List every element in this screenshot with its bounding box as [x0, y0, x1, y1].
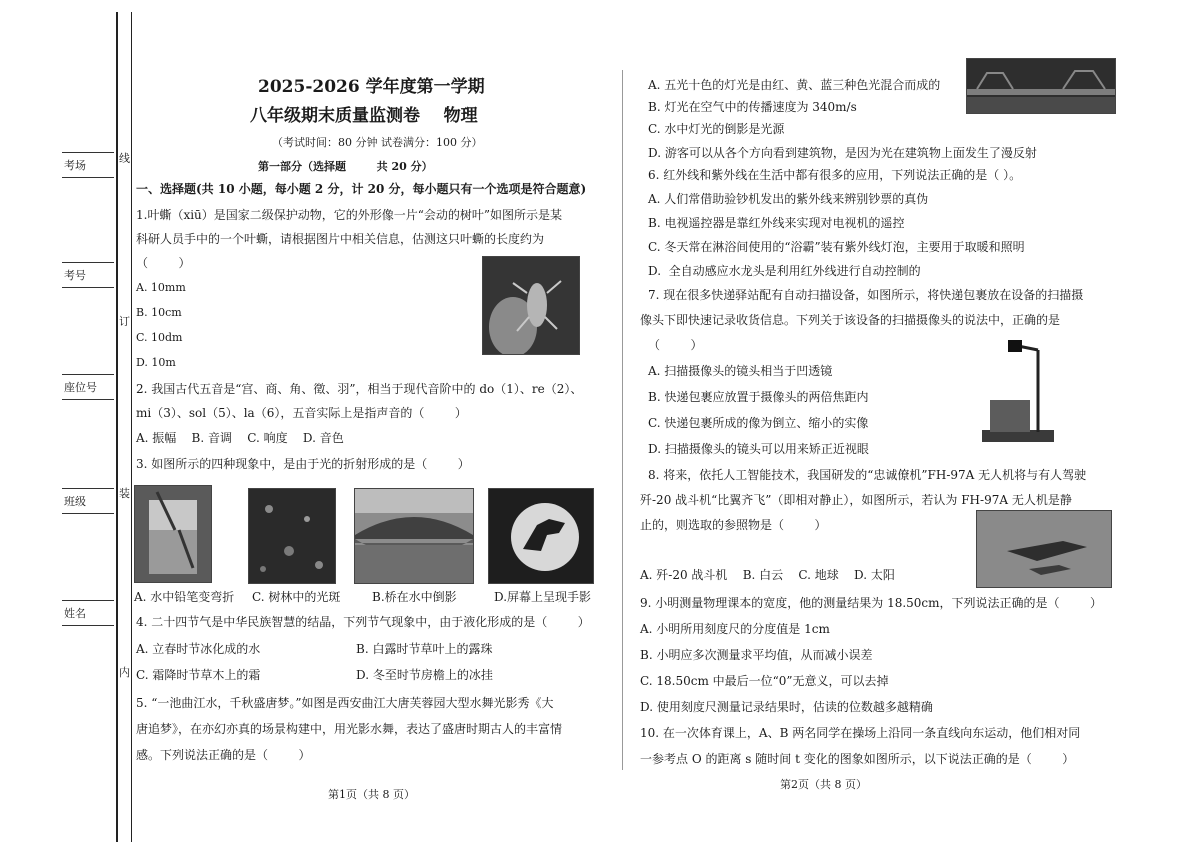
page-divider: [622, 70, 623, 770]
q6-option-d: D. 全自动感应水龙头是利用红外线进行自动控制的: [648, 264, 921, 278]
exam-number-label: 考号: [64, 269, 86, 282]
q10-line1: 10. 在一次体育课上，A、B 两名同学在操场上沿同一条直线向东运动，他们相对同: [640, 726, 1081, 740]
bridge-reflection-image: [354, 488, 474, 584]
q1-line1: 1.叶蟖（xiū）是国家二级保护动物，它的外形像一片“会动的树叶”如图所示是某: [136, 208, 563, 222]
q6-option-b: B. 电视遥控器是靠红外线来实现对电视机的遥控: [648, 216, 905, 230]
forest-light-spots-image: [248, 488, 336, 584]
scanner-device-image: [982, 338, 1054, 444]
exam-room-label: 考场: [64, 159, 86, 172]
leaf-insect-image: [482, 256, 580, 355]
q3-stem: 3. 如图所示的四种现象中，是由于光的折射形成的是（ ）: [136, 457, 470, 471]
section-heading: 一、选择题(共 10 小题，每小题 2 分，计 20 分，每小题只有一个选项是符合题意): [136, 182, 587, 196]
q7-option-b: B. 快递包裹应放置于摄像头的两倍焦距内: [648, 390, 869, 404]
q4-option-a: A. 立春时节冰化成的水: [136, 642, 261, 656]
q8-options: A. 歼-20 战斗机 B. 白云 C. 地球 D. 太阳: [640, 568, 895, 582]
q1-option-c: C. 10dm: [136, 331, 183, 344]
name-label: 姓名: [64, 607, 86, 620]
q4-option-b: B. 白露时节草叶上的露珠: [356, 642, 493, 656]
q8-line1: 8. 将来，依托人工智能技术，我国研发的“忠诚僚机”FH-97A 无人机将与有人驾驶: [648, 468, 1087, 482]
q4-stem: 4. 二十四节气是中华民族智慧的结晶，下列节气现象中，由于液化形成的是（ ）: [136, 615, 590, 629]
q4-option-c: C. 霜降时节草木上的霜: [136, 668, 261, 682]
binding-line-outer: [116, 12, 118, 842]
q7-option-c: C. 快递包裹所成的像为倒立、缩小的实像: [648, 416, 869, 430]
seat-number-label: 座位号: [64, 381, 97, 394]
q5-line3: 感。下列说法正确的是（ ）: [136, 748, 311, 762]
q7-option-d: D. 扫描摄像头的镜头可以用来矫正近视眼: [648, 442, 869, 456]
q7-line3: （ ）: [648, 338, 703, 352]
q6-stem: 6. 红外线和紫外线在生活中都有很多的应用，下列说法正确的是（ ）。: [648, 168, 1022, 182]
binding-mark-install: 装: [119, 487, 130, 500]
q9-option-a: A. 小明所用刻度尺的分度值是 1cm: [640, 622, 830, 636]
q9-option-d: D. 使用刻度尺测量记录结果时，估读的位数越多越精确: [640, 700, 933, 714]
q5-option-b: B. 灯光在空气中的传播速度为 340m/s: [648, 100, 857, 114]
q9-option-b: B. 小明应多次测量求平均值，从而减小误差: [640, 648, 873, 662]
page-footer-right: 第2页（共 8 页）: [780, 778, 867, 791]
binding-mark-order: 订: [119, 315, 130, 328]
pencil-in-water-image: [134, 485, 212, 583]
q7-option-a: A. 扫描摄像头的镜头相当于凹透镜: [648, 364, 833, 378]
q1-option-b: B. 10cm: [136, 306, 182, 319]
q3-caption-c: C. 树林中的光斑: [252, 590, 341, 604]
q9-option-c: C. 18.50cm 中最后一位“0”无意义，可以去掉: [640, 674, 889, 688]
q1-line2: 科研人员手中的一个叶蟖，请根据图片中相关信息，估测这只叶蟖的长度约为: [136, 232, 545, 246]
exam-title-year: 2025-2026 学年度第一学期: [258, 77, 485, 97]
binding-mark-inside: 内: [119, 666, 130, 679]
q5-line1: 5. “一池曲江水，千秋盛唐梦。”如图是西安曲江大唐芙蓉园大型水舞光影秀《大: [136, 696, 554, 710]
q2-line1: 2. 我国古代五音是“宫、商、角、徵、羽”，相当于现代音阶中的 do（1）、re（2）、: [136, 382, 583, 396]
part-heading: 第一部分（选择题 共 20 分）: [258, 160, 433, 173]
q3-caption-b: B.桥在水中倒影: [372, 590, 457, 604]
q7-line1: 7. 现在很多快递驿站配有自动扫描设备，如图所示，将快递包裹放在设备的扫描摄: [648, 288, 1084, 302]
q6-option-a: A. 人们常借助验钞机发出的紫外线来辨别钞票的真伪: [648, 192, 929, 206]
q3-caption-a: A. 水中铅笔变弯折: [134, 590, 235, 604]
q2-options: A. 振幅 B. 音调 C. 响度 D. 音色: [136, 431, 344, 445]
water-light-show-image: [966, 58, 1116, 114]
page-footer-left: 第1页（共 8 页）: [328, 788, 415, 801]
q4-option-d: D. 冬至时节房檐上的冰挂: [356, 668, 493, 682]
binding-line-inner: [131, 12, 132, 842]
exam-meta: （考试时间：80 分钟 试卷满分：100 分）: [272, 136, 483, 149]
q5-option-c: C. 水中灯光的倒影是光源: [648, 122, 785, 136]
q2-line2: mi（3）、sol（5）、la（6），五音实际上是指声音的（ ）: [136, 406, 467, 420]
q3-caption-d: D.屏幕上呈现手影: [494, 590, 592, 604]
q7-line2: 像头下即快速记录收货信息。下列关于该设备的扫描摄像头的说法中，正确的是: [640, 313, 1061, 327]
q8-line3: 止的，则选取的参照物是（ ）: [640, 518, 827, 532]
drone-jet-image: [976, 510, 1112, 588]
hand-shadow-image: [488, 488, 594, 584]
q5-line2: 唐追梦》，在亦幻亦真的场景构建中，用光影水舞，表达了盛唐时期古人的丰富情: [136, 722, 563, 736]
q10-line2: 一参考点 O 的距离 s 随时间 t 变化的图象如图所示，以下说法正确的是（ ）: [640, 752, 1075, 766]
q8-line2: 歼-20 战斗机“比翼齐飞”（即相对静止），如图所示，若认为 FH-97A 无人机是静: [640, 493, 1072, 507]
q1-option-a: A. 10mm: [136, 281, 186, 294]
exam-title-subject: 八年级期末质量监测卷 物理: [250, 106, 478, 126]
q5-option-a: A. 五光十色的灯光是由红、黄、蓝三种色光混合而成的: [648, 78, 941, 92]
q6-option-c: C. 冬天常在淋浴间使用的“浴霸”装有紫外线灯泡，主要用于取暖和照明: [648, 240, 1025, 254]
binding-mark-line: 线: [119, 152, 130, 165]
class-label: 班级: [64, 495, 86, 508]
q1-line3: （ ）: [136, 256, 191, 270]
q5-option-d: D. 游客可以从各个方向看到建筑物，是因为光在建筑物上面发生了漫反射: [648, 146, 1037, 160]
q9-stem: 9. 小明测量物理课本的宽度，他的测量结果为 18.50cm，下列说法正确的是（ ）: [640, 596, 1103, 610]
q1-option-d: D. 10m: [136, 356, 176, 369]
